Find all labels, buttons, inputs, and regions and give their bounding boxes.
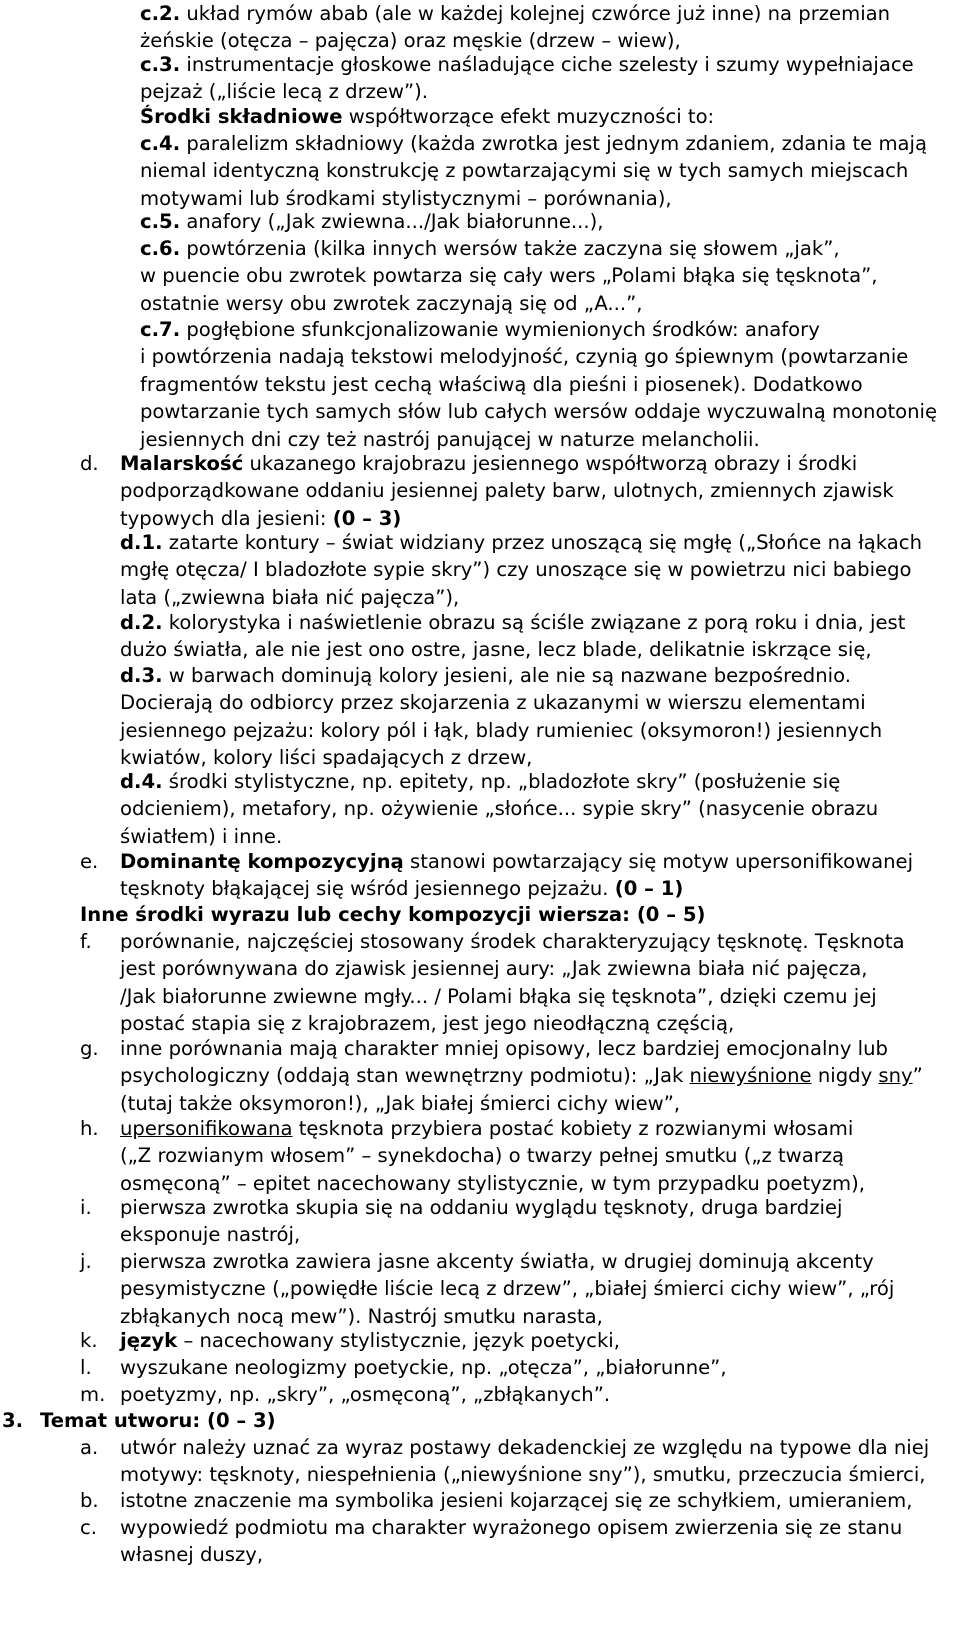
item-text: podporządkowane oddaniu jesiennej palety barw, ulotnych, zmiennych zjawisk <box>120 479 894 503</box>
item-text: ostatnie wersy obu zwrotek zaczynają się od „A...”, <box>140 291 643 315</box>
item-bold: Dominantę kompozycyjną <box>120 850 404 873</box>
item-a <box>120 1434 929 1489</box>
item-text: zatarte kontury – świat widziany przez unoszącą się mgłę („Słońce na łąkach <box>162 531 922 554</box>
item-text: Docierają do odbiorcy przez skojarzenia z ukazanymi w wierszu elementami <box>120 691 866 715</box>
item-d4 <box>120 768 878 850</box>
item-c7 <box>140 316 937 453</box>
item-j <box>120 1248 894 1330</box>
list-marker: d. <box>80 452 99 475</box>
item-c2 <box>140 0 890 55</box>
item-label: c.7. <box>140 318 181 341</box>
item-text: inne porównania mają charakter mniej opisowy, lecz bardziej emocjonalny lub <box>120 1037 888 1060</box>
item-text: instrumentacje głoskowe naśladujące ciche szelesty i szumy wypełniajace <box>180 53 914 76</box>
item-text: nigdy <box>811 1064 879 1088</box>
item-label: c.4. <box>140 132 181 155</box>
underlined-word: niewyśnione <box>689 1064 812 1088</box>
item-text: ukazanego krajobrazu jesiennego współtworzą obrazy i środki <box>243 452 858 475</box>
item-text: wypowiedź podmiotu ma charakter wyrażonego opisem zwierzenia się ze stanu <box>120 1516 903 1539</box>
item-text: pesymistyczne („powiędłe liście lecą z drzew”, „białej śmierci cichy wiew”, „rój <box>120 1277 895 1301</box>
item-text: jest porównywana do zjawisk jesiennej aury: „Jak zwiewna biała nić pajęcza, <box>120 957 868 981</box>
item-text: niemal identyczną konstrukcję z powtarzającymi się w tych samych miejscach <box>140 159 909 183</box>
item-text: układ rymów abab (ale w każdej kolejnej czwórce już inne) na przemian <box>180 2 891 25</box>
item-text: własnej duszy, <box>120 1543 264 1567</box>
item-text: ” <box>912 1064 923 1088</box>
item-g <box>120 1035 923 1117</box>
item-f <box>120 928 905 1038</box>
item-text: mgłę otęcza/ I bladozłote sypie skry”) czy unoszące się w powietrzu nici babiego <box>120 558 912 582</box>
item-text: eksponuje nastrój, <box>120 1223 301 1247</box>
item-l <box>120 1354 727 1381</box>
item-d <box>120 450 894 532</box>
item-label: c.2. <box>140 2 181 25</box>
heading-bold: Środki składniowe <box>140 105 343 128</box>
item-text: wyszukane neologizmy poetyckie, np. „otęcza”, „białorunne”, <box>120 1356 727 1379</box>
item-c4 <box>140 130 927 212</box>
item-text: utwór należy uznać za wyraz postawy dekadenckiej ze względu na typowe dla niej <box>120 1436 930 1459</box>
list-marker: b. <box>80 1489 99 1512</box>
item-text: paralelizm składniowy (każda zwrotka jest jednym zdaniem, zdania te mają <box>180 132 927 155</box>
list-marker: e. <box>80 850 99 873</box>
item-text: kwiatów, kolory liści spadających z drzew, <box>120 746 533 770</box>
item-c6 <box>140 235 878 317</box>
score: (0 – 1) <box>614 877 684 901</box>
item-text: tęsknoty błąkającej się wśród jesiennego pejzażu. <box>120 877 615 901</box>
list-marker: i. <box>80 1196 92 1219</box>
item-text: jesiennego pejzażu: kolory pól i łąk, blady rumieniec (oksymoron!) jesiennych <box>120 718 883 742</box>
item-text: istotne znaczenie ma symbolika jesieni kojarzącej się ze schyłkiem, umieraniem, <box>120 1489 913 1512</box>
item-text: porównanie, najczęściej stosowany środek charakteryzujący tęsknotę. Tęsknota <box>120 930 905 953</box>
list-marker: k. <box>80 1329 98 1352</box>
section-heading: Inne środki wyrazu lub cechy kompozycji wiersza: (0 – 5) <box>80 903 706 926</box>
underlined-word: upersonifikowana <box>120 1117 293 1140</box>
underlined-word: sny <box>878 1064 913 1088</box>
item-text: powtórzenia (kilka innych wersów także zaczyna się słowem „jak”, <box>180 237 840 260</box>
item-text: w barwach dominują kolory jesieni, ale nie są nazwane bezpośrednio. <box>162 664 851 687</box>
list-marker: m. <box>80 1383 106 1406</box>
item-text: powtarzanie tych samych słów lub całych wersów oddaje wyczuwalną monotonię <box>140 400 938 424</box>
score: (0 – 3) <box>332 506 402 530</box>
item-text: i powtórzenia nadają tekstowi melodyjność, czynią go śpiewnym (powtarzanie <box>140 345 909 369</box>
item-text: tęsknota przybiera postać kobiety z rozwianymi włosami <box>292 1117 854 1140</box>
item-label: c.5. <box>140 210 181 233</box>
item-c3 <box>140 51 914 106</box>
item-e <box>120 848 913 903</box>
item-label: c.3. <box>140 53 181 76</box>
item-text: fragmentów tekstu jest cechą właściwą dla pieśni i piosenek). Dodatkowo <box>140 372 863 396</box>
item-label: c.6. <box>140 237 181 260</box>
item-text: dużo światła, ale nie jest ono ostre, jasne, lecz blade, delikatnie iskrzące się, <box>120 638 872 662</box>
item-h <box>120 1115 865 1197</box>
item-text: motywy: tęsknoty, niespełnienia („niewyśnione sny”), smutku, przeczucia śmierci, <box>120 1463 926 1487</box>
item-text: – nacechowany stylistycznie, język poetycki, <box>177 1329 620 1352</box>
list-marker: l. <box>80 1356 92 1379</box>
item-b <box>120 1487 912 1514</box>
item-text: jesiennych dni czy też nastrój panującej w naturze melancholii. <box>140 427 760 451</box>
item-text: osmęconą” – epitet nacechowany stylistycznie, w tym przypadku poetyzm), <box>120 1171 866 1195</box>
item-text: (tutaj także oksymoron!), „Jak białej śmierci cichy wiew”, <box>120 1091 681 1115</box>
item-text: zbłąkanych nocą mew”). Nastrój smutku narasta, <box>120 1304 603 1328</box>
section-heading: Temat utworu: (0 – 3) <box>40 1409 276 1432</box>
item-text: odcieniem), metafory, np. ożywienie „słońce... sypie skry” (nasycenie obrazu <box>120 797 879 821</box>
item-d3 <box>120 662 882 772</box>
item-text: poetyzmy, np. „skry”, „osmęconą”, „zbłąkanych”. <box>120 1383 611 1406</box>
item-bold: Malarskość <box>120 452 244 475</box>
item-label: d.4. <box>120 770 163 793</box>
item-text: środki stylistyczne, np. epitety, np. „bladozłote skry” (posłużenie się <box>162 770 841 793</box>
item-label: d.3. <box>120 664 163 687</box>
item-text: pogłębione sfunkcjonalizowanie wymienionych środków: anafory <box>180 318 820 341</box>
item-text: kolorystyka i naświetlenie obrazu są ściśle związane z porą roku i dnia, jest <box>162 611 906 634</box>
item-text: w puencie obu zwrotek powtarza się cały wers „Polami błąka się tęsknota”, <box>140 264 878 288</box>
item-text: lata („zwiewna biała nić pajęcza”), <box>120 585 460 609</box>
item-label: d.2. <box>120 611 163 634</box>
item-text: pejzaż („liście lecą z drzew”). <box>140 80 429 104</box>
list-marker: c. <box>80 1516 98 1539</box>
list-marker: j. <box>80 1250 92 1273</box>
item-text: motywami lub środkami stylistycznymi – porównania), <box>140 186 672 210</box>
list-marker: g. <box>80 1037 99 1060</box>
item-text: anafory („Jak zwiewna.../Jak białorunne...), <box>180 210 604 233</box>
heading-rest: współtworzące efekt muzyczności to: <box>342 105 715 128</box>
list-marker: a. <box>80 1436 99 1459</box>
item-text: stanowi powtarzający się motyw upersonifikowanej <box>403 850 914 873</box>
item-bold: język <box>120 1329 178 1352</box>
item-d2 <box>120 609 905 664</box>
item-text: żeńskie (otęcza – pajęcza) oraz męskie (drzew – wiew), <box>140 29 681 53</box>
item-text: psychologiczny (oddają stan wewnętrzny podmiotu): „Jak <box>120 1064 690 1088</box>
item-c <box>120 1514 902 1569</box>
item-text: („Z rozwianym włosem” – synekdocha) o twarzy pełnej smutku („z twarzą <box>120 1144 845 1168</box>
item-text: /Jak białorunne zwiewne mgły... / Polami błąka się tęsknota”, dzięki czemu jej <box>120 984 877 1008</box>
list-marker: h. <box>80 1117 99 1140</box>
item-text: światłem) i inne. <box>120 824 283 848</box>
item-label: d.1. <box>120 531 163 554</box>
item-c5 <box>140 208 603 235</box>
item-text: postać stapia się z krajobrazem, jest jego nieodłączną częścią, <box>120 1012 735 1036</box>
item-k <box>120 1327 620 1354</box>
item-text: typowych dla jesieni: <box>120 506 333 530</box>
item-text: pierwsza zwrotka zawiera jasne akcenty światła, w drugiej dominują akcenty <box>120 1250 874 1273</box>
item-text: pierwsza zwrotka skupia się na oddaniu wyglądu tęsknoty, druga bardziej <box>120 1196 843 1219</box>
list-marker: f. <box>80 930 92 953</box>
section-number: 3. <box>2 1409 24 1432</box>
item-d1 <box>120 529 922 611</box>
item-i <box>120 1194 842 1249</box>
item-m <box>120 1381 610 1408</box>
syntax-heading <box>140 103 714 130</box>
